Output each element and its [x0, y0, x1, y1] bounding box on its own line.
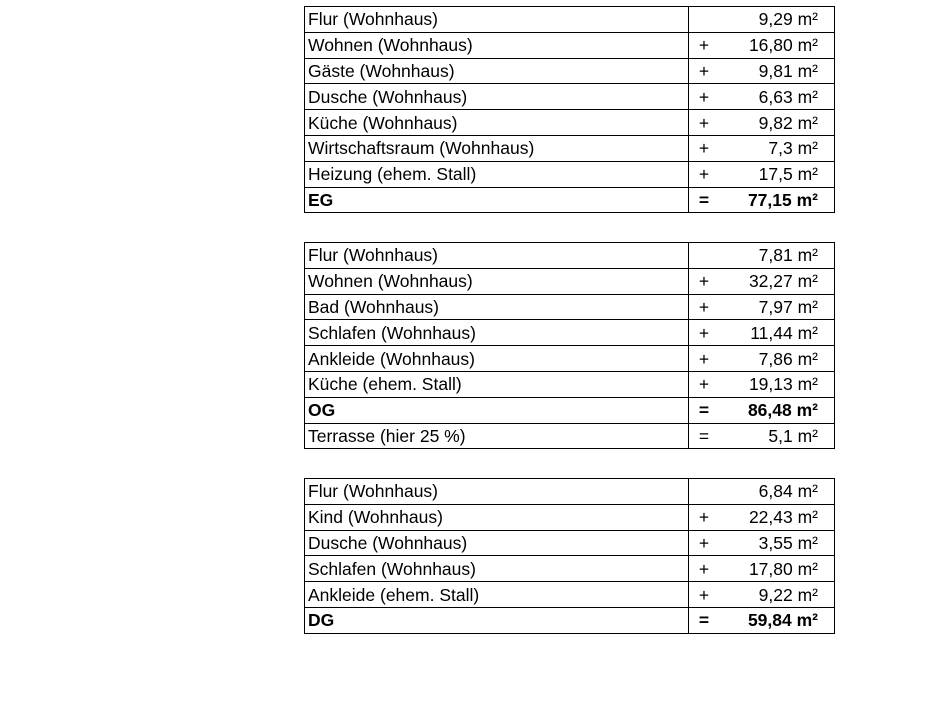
- table-row: [305, 32, 835, 58]
- area-value: 9,81 m²: [719, 58, 835, 84]
- operator: +: [689, 268, 720, 294]
- room-name: Schlafen (Wohnhaus): [305, 556, 689, 582]
- table-row: [305, 423, 835, 449]
- area-value: 22,43 m²: [719, 504, 835, 530]
- area-value: 9,29 m²: [719, 7, 835, 33]
- area-value: 9,82 m²: [719, 110, 835, 136]
- area-value: 5,1 m²: [719, 423, 835, 449]
- table-row: [305, 346, 835, 372]
- room-name: Ankleide (Wohnhaus): [305, 346, 689, 372]
- operator: +: [689, 346, 720, 372]
- room-name: Dusche (Wohnhaus): [305, 530, 689, 556]
- room-name: Terrasse (hier 25 %): [305, 423, 689, 449]
- area-value: 17,5 m²: [719, 161, 835, 187]
- room-name: Wohnen (Wohnhaus): [305, 268, 689, 294]
- table-row: [305, 504, 835, 530]
- operator: =: [689, 187, 720, 213]
- operator: [689, 7, 720, 33]
- room-name: Flur (Wohnhaus): [305, 479, 689, 505]
- floor-total-label: DG: [305, 607, 689, 633]
- table-row: [305, 530, 835, 556]
- table-row: [305, 320, 835, 346]
- table-row: [305, 7, 835, 33]
- operator: [689, 479, 720, 505]
- operator: +: [689, 504, 720, 530]
- operator: +: [689, 294, 720, 320]
- room-name: Gäste (Wohnhaus): [305, 58, 689, 84]
- room-name: Flur (Wohnhaus): [305, 243, 689, 269]
- room-name: Küche (ehem. Stall): [305, 371, 689, 397]
- room-name: Wirtschaftsraum (Wohnhaus): [305, 135, 689, 161]
- operator: +: [689, 320, 720, 346]
- table-row: [305, 110, 835, 136]
- table-row: [305, 294, 835, 320]
- operator: +: [689, 161, 720, 187]
- floor-total-label: OG: [305, 397, 689, 423]
- og-area-table: [304, 242, 835, 449]
- room-name: Wohnen (Wohnhaus): [305, 32, 689, 58]
- table-row: [305, 582, 835, 608]
- total-row-dg: [305, 607, 835, 633]
- room-name: Kind (Wohnhaus): [305, 504, 689, 530]
- area-value: 17,80 m²: [719, 556, 835, 582]
- area-value: 32,27 m²: [719, 268, 835, 294]
- area-value: 6,63 m²: [719, 84, 835, 110]
- operator: =: [689, 423, 720, 449]
- area-value: 7,97 m²: [719, 294, 835, 320]
- operator: +: [689, 371, 720, 397]
- floor-total-label: EG: [305, 187, 689, 213]
- room-name: Flur (Wohnhaus): [305, 7, 689, 33]
- total-row-eg: [305, 187, 835, 213]
- room-name: Ankleide (ehem. Stall): [305, 582, 689, 608]
- room-name: Heizung (ehem. Stall): [305, 161, 689, 187]
- floor-total-value: 77,15 m²: [719, 187, 835, 213]
- table-row: [305, 243, 835, 269]
- table-row: [305, 135, 835, 161]
- floor-total-value: 86,48 m²: [719, 397, 835, 423]
- operator: +: [689, 530, 720, 556]
- area-value: 7,3 m²: [719, 135, 835, 161]
- table-row: [305, 161, 835, 187]
- area-value: 16,80 m²: [719, 32, 835, 58]
- floor-total-value: 59,84 m²: [719, 607, 835, 633]
- operator: +: [689, 135, 720, 161]
- area-value: 11,44 m²: [719, 320, 835, 346]
- area-value: 6,84 m²: [719, 479, 835, 505]
- area-value: 19,13 m²: [719, 371, 835, 397]
- operator: +: [689, 556, 720, 582]
- operator: +: [689, 582, 720, 608]
- area-value: 7,86 m²: [719, 346, 835, 372]
- operator: =: [689, 397, 720, 423]
- dg-area-table: [304, 478, 835, 634]
- eg-area-table: [304, 6, 835, 213]
- area-value: 9,22 m²: [719, 582, 835, 608]
- table-row: [305, 371, 835, 397]
- area-value: 3,55 m²: [719, 530, 835, 556]
- room-name: Küche (Wohnhaus): [305, 110, 689, 136]
- operator: +: [689, 32, 720, 58]
- table-row: [305, 84, 835, 110]
- table-row: [305, 556, 835, 582]
- table-row: [305, 58, 835, 84]
- room-name: Schlafen (Wohnhaus): [305, 320, 689, 346]
- area-value: 7,81 m²: [719, 243, 835, 269]
- table-row: [305, 268, 835, 294]
- room-name: Bad (Wohnhaus): [305, 294, 689, 320]
- table-row: [305, 479, 835, 505]
- operator: +: [689, 84, 720, 110]
- operator: +: [689, 58, 720, 84]
- operator: =: [689, 607, 720, 633]
- total-row-og: [305, 397, 835, 423]
- operator: [689, 243, 720, 269]
- operator: +: [689, 110, 720, 136]
- room-name: Dusche (Wohnhaus): [305, 84, 689, 110]
